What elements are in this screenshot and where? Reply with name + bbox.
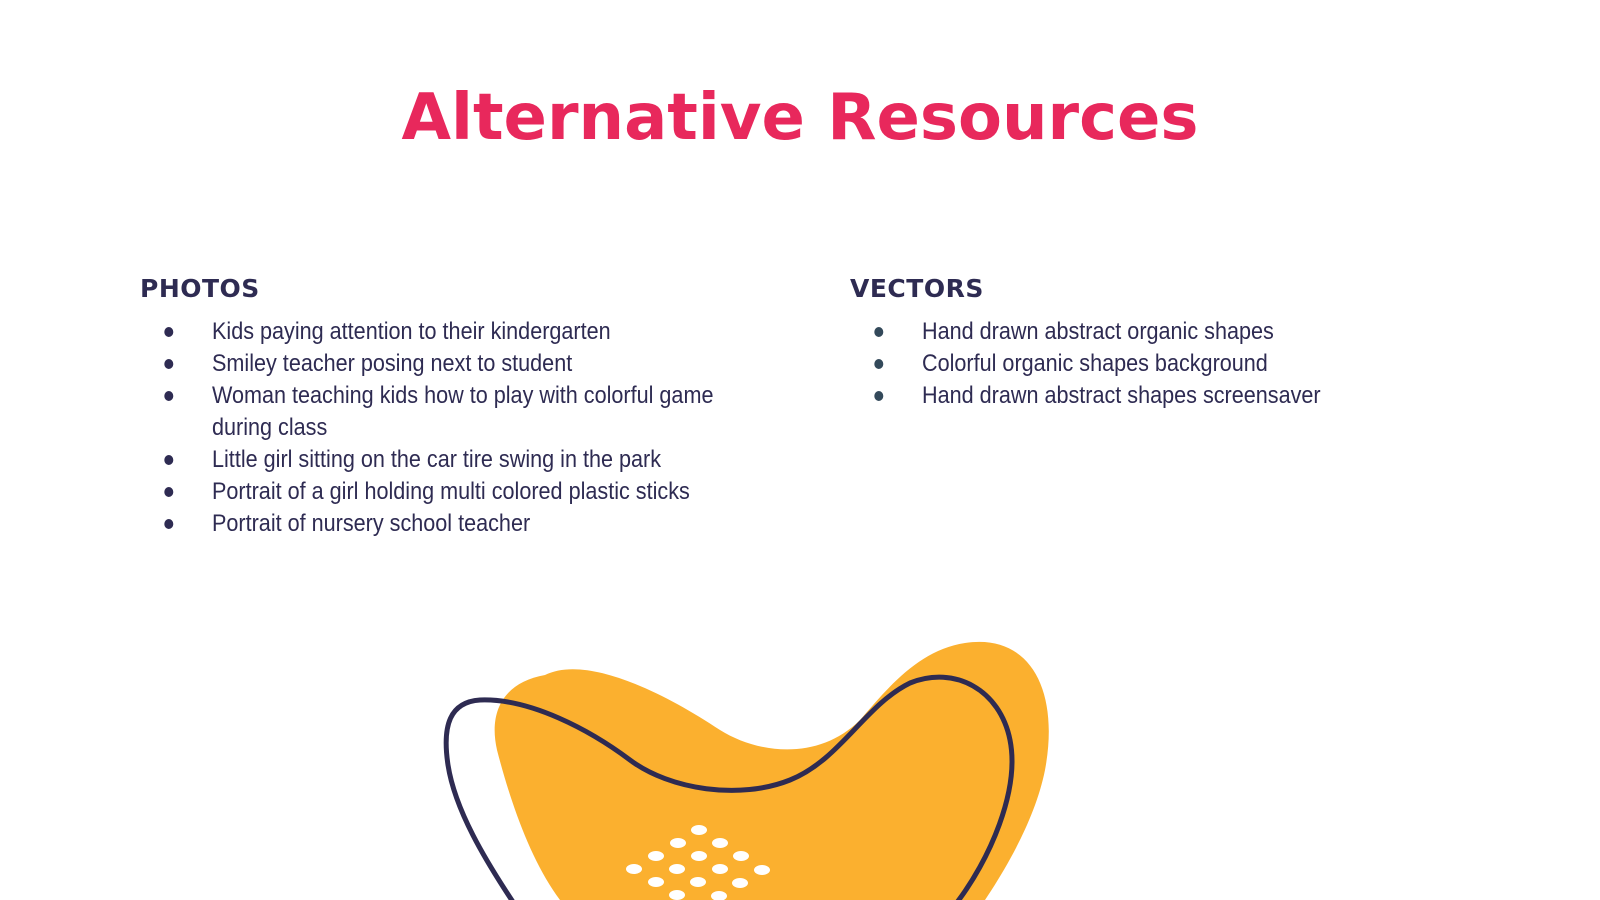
- bullet-icon: [164, 487, 173, 497]
- list-item-text: Hand drawn abstract shapes screensaver: [922, 382, 1321, 409]
- slide-title: Alternative Resources: [401, 81, 1199, 155]
- list-item-text: Little girl sitting on the car tire swing in the park: [212, 446, 662, 473]
- list-item: [850, 380, 1507, 412]
- list-item: [850, 348, 1507, 380]
- dot-pattern: [626, 825, 770, 900]
- yellow-blob-shape: [495, 642, 1049, 900]
- vectors-column: [850, 272, 1470, 412]
- list-item: [850, 316, 1507, 348]
- bullet-icon: [874, 327, 883, 337]
- list-item: [140, 380, 716, 444]
- bullet-icon: [164, 455, 173, 465]
- bullet-icon: [164, 359, 173, 369]
- bullet-icon: [164, 519, 173, 529]
- list-item: [140, 476, 797, 508]
- list-item-text: Portrait of a girl holding multi colored plastic sticks: [212, 478, 690, 505]
- list-item: [140, 348, 797, 380]
- list-item: [140, 508, 797, 540]
- bullet-icon: [874, 359, 883, 369]
- list-item: [140, 316, 797, 348]
- photos-column: [140, 272, 760, 540]
- bullet-icon: [874, 391, 883, 401]
- list-item-text: Hand drawn abstract organic shapes: [922, 318, 1274, 345]
- photos-list: [140, 316, 760, 540]
- list-item-text: Woman teaching kids how to play with colorful game during class: [212, 382, 714, 441]
- list-item-text: Colorful organic shapes background: [922, 350, 1268, 377]
- outline-curve-shape: [446, 677, 1012, 900]
- bullet-icon: [164, 327, 173, 337]
- vectors-heading: VECTORS: [850, 274, 984, 303]
- bullet-icon: [164, 391, 173, 401]
- photos-heading: PHOTOS: [140, 274, 260, 303]
- list-item-text: Smiley teacher posing next to student: [212, 350, 573, 377]
- list-item-text: Portrait of nursery school teacher: [212, 510, 531, 537]
- list-item: [140, 444, 797, 476]
- vectors-list: [850, 316, 1470, 412]
- list-item-text: Kids paying attention to their kindergarten: [212, 318, 611, 345]
